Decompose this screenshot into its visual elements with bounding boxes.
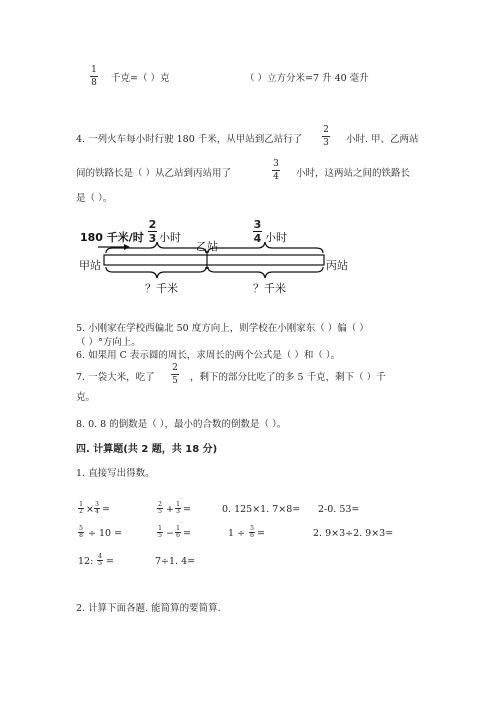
- q6-text: 6. 如果用 C 表示圆的周长，求周长的两个公式是（ ）和（ ）。: [76, 350, 341, 361]
- station-b-label: 乙站: [196, 240, 218, 253]
- equals-sign: =: [183, 528, 191, 539]
- fraction-denominator: 6: [250, 532, 254, 539]
- fraction-denominator: 4: [95, 508, 99, 515]
- fraction-one-third-small: [175, 502, 181, 515]
- fraction-numerator: 1: [158, 525, 162, 532]
- station-a-label: 甲站: [79, 259, 101, 272]
- q8-text: 8. 0. 8 的倒数是（ ），最小的合数的倒数是（ ）。: [76, 419, 287, 430]
- fraction-two-thirds: [322, 125, 330, 148]
- q5-line1: 5. 小刚家在学校西偏北 50 度方向上，则学校在小刚家东（ ）偏（ ）: [76, 323, 369, 334]
- fraction-denominator: 2: [79, 508, 83, 515]
- fraction-denominator: 4: [253, 232, 262, 245]
- fraction-one-half: [78, 502, 84, 515]
- fraction-five-eighths: [78, 526, 84, 539]
- fraction-bar: [90, 76, 98, 77]
- q5-line2: （ ）°方向上。: [76, 337, 141, 348]
- diagram-fraction-three-quarters: [253, 219, 262, 244]
- fraction-numerator: 2: [158, 501, 162, 508]
- diagram-hour-label: 小时: [159, 231, 181, 244]
- calc-subtitle-2: 2. 计算下面各题. 能简算的要简算.: [76, 603, 221, 614]
- q7-part-b: ，剩下的部分比吃了的多 5 千克，剩下（ ）千: [190, 372, 386, 383]
- fraction-bar: [272, 170, 280, 171]
- minus-sign: −: [166, 528, 174, 539]
- calc-subtitle-1: 1. 直接写出得数。: [76, 468, 155, 479]
- calc-r1c4: 2-0. 53=: [318, 504, 360, 515]
- plus-sign: +: [166, 504, 174, 515]
- fraction-numerator: 3: [273, 159, 279, 169]
- fraction-three-quarters: [272, 159, 280, 182]
- q4-line1a: 4. 一列火车每小时行驶 180 千米，从甲站到乙站行了: [76, 134, 303, 145]
- section-heading: 四. 计算题(共 2 题，共 18 分): [76, 444, 218, 455]
- fraction-denominator: 8: [91, 78, 97, 88]
- brace-bottom-left: [106, 267, 206, 278]
- fraction-numerator: 2: [172, 363, 178, 373]
- fraction-one-sixth-small: [175, 526, 181, 539]
- fraction-numerator: 5: [250, 525, 254, 532]
- fraction-one-eighth: [90, 65, 98, 88]
- fraction-two-fifths-small: [157, 502, 163, 515]
- calc-r2c4: 2. 9×3÷2. 9×3=: [313, 528, 394, 539]
- fraction-numerator: 1: [91, 65, 97, 75]
- fraction-one-fifth-small: [157, 526, 163, 539]
- q4-line2a: 间的铁路长是（ ）从乙站到丙站用了: [76, 168, 232, 179]
- calc-r3c1-a: 12:: [78, 556, 94, 567]
- equals-sign: =: [257, 528, 265, 539]
- equals-sign: =: [183, 504, 191, 515]
- fraction-denominator: 3: [148, 232, 157, 245]
- station-c-label: 丙站: [326, 259, 348, 272]
- q7-part-a: 7. 一袋大米，吃了: [76, 372, 155, 383]
- unknown-distance-1: ？千米: [145, 282, 178, 295]
- calc-r2c1-op: ÷ 10 =: [88, 528, 123, 539]
- q4-line1b: 小时. 甲、乙两站: [346, 134, 419, 145]
- question-volume-conversion: （ ）立方分米=7 升 40 毫升: [245, 73, 369, 84]
- fraction-two-fifths: [171, 363, 179, 386]
- unknown-distance-2: ？千米: [253, 282, 286, 295]
- fraction-denominator: 8: [79, 532, 83, 539]
- fraction-numerator: 2: [148, 218, 157, 231]
- fraction-three-quarters-small: [94, 502, 100, 515]
- q4-line2b: 小时，这两站之间的铁路长: [296, 168, 411, 179]
- diagram-fraction-two-thirds: [148, 219, 157, 244]
- fraction-numerator: 1: [79, 501, 83, 508]
- fraction-denominator: 5: [172, 376, 178, 386]
- calc-r2c3-a: 1 ÷: [228, 528, 246, 539]
- question-kg-conversion: 千克=（ ）克: [111, 73, 170, 84]
- brace-bottom-right: [208, 267, 323, 278]
- fraction-denominator: 6: [176, 532, 180, 539]
- calc-r3c2: 7÷1. 4=: [155, 556, 196, 567]
- fraction-denominator: 5: [98, 560, 102, 567]
- fraction-numerator: 3: [95, 501, 99, 508]
- fraction-denominator: 4: [273, 172, 279, 182]
- q4-line3: 是（ ）。: [76, 193, 113, 204]
- fraction-bar: [322, 136, 330, 137]
- fraction-numerator: 2: [323, 125, 329, 135]
- diagram-speed-label: 180 千米/时: [80, 231, 144, 244]
- fraction-four-fifths-small: [97, 554, 103, 567]
- fraction-numerator: 5: [79, 525, 83, 532]
- fraction-denominator: 3: [323, 138, 329, 148]
- equals-sign: =: [106, 556, 114, 567]
- fraction-numerator: 4: [98, 553, 102, 560]
- fraction-denominator: 5: [158, 532, 162, 539]
- q7-part-c: 克。: [76, 392, 96, 403]
- diagram-hour-label-2: 小时: [265, 231, 287, 244]
- fraction-five-sixths-small: [249, 526, 255, 539]
- calc-r1c3: 0. 125×1. 7×8=: [222, 504, 301, 515]
- fraction-denominator: 5: [158, 508, 162, 515]
- fraction-numerator: 3: [253, 218, 262, 231]
- equals-sign: =: [102, 504, 110, 515]
- multiply-sign: ×: [86, 504, 94, 515]
- fraction-numerator: 1: [176, 525, 180, 532]
- fraction-bar: [171, 374, 179, 375]
- fraction-denominator: 3: [176, 508, 180, 515]
- fraction-numerator: 1: [176, 501, 180, 508]
